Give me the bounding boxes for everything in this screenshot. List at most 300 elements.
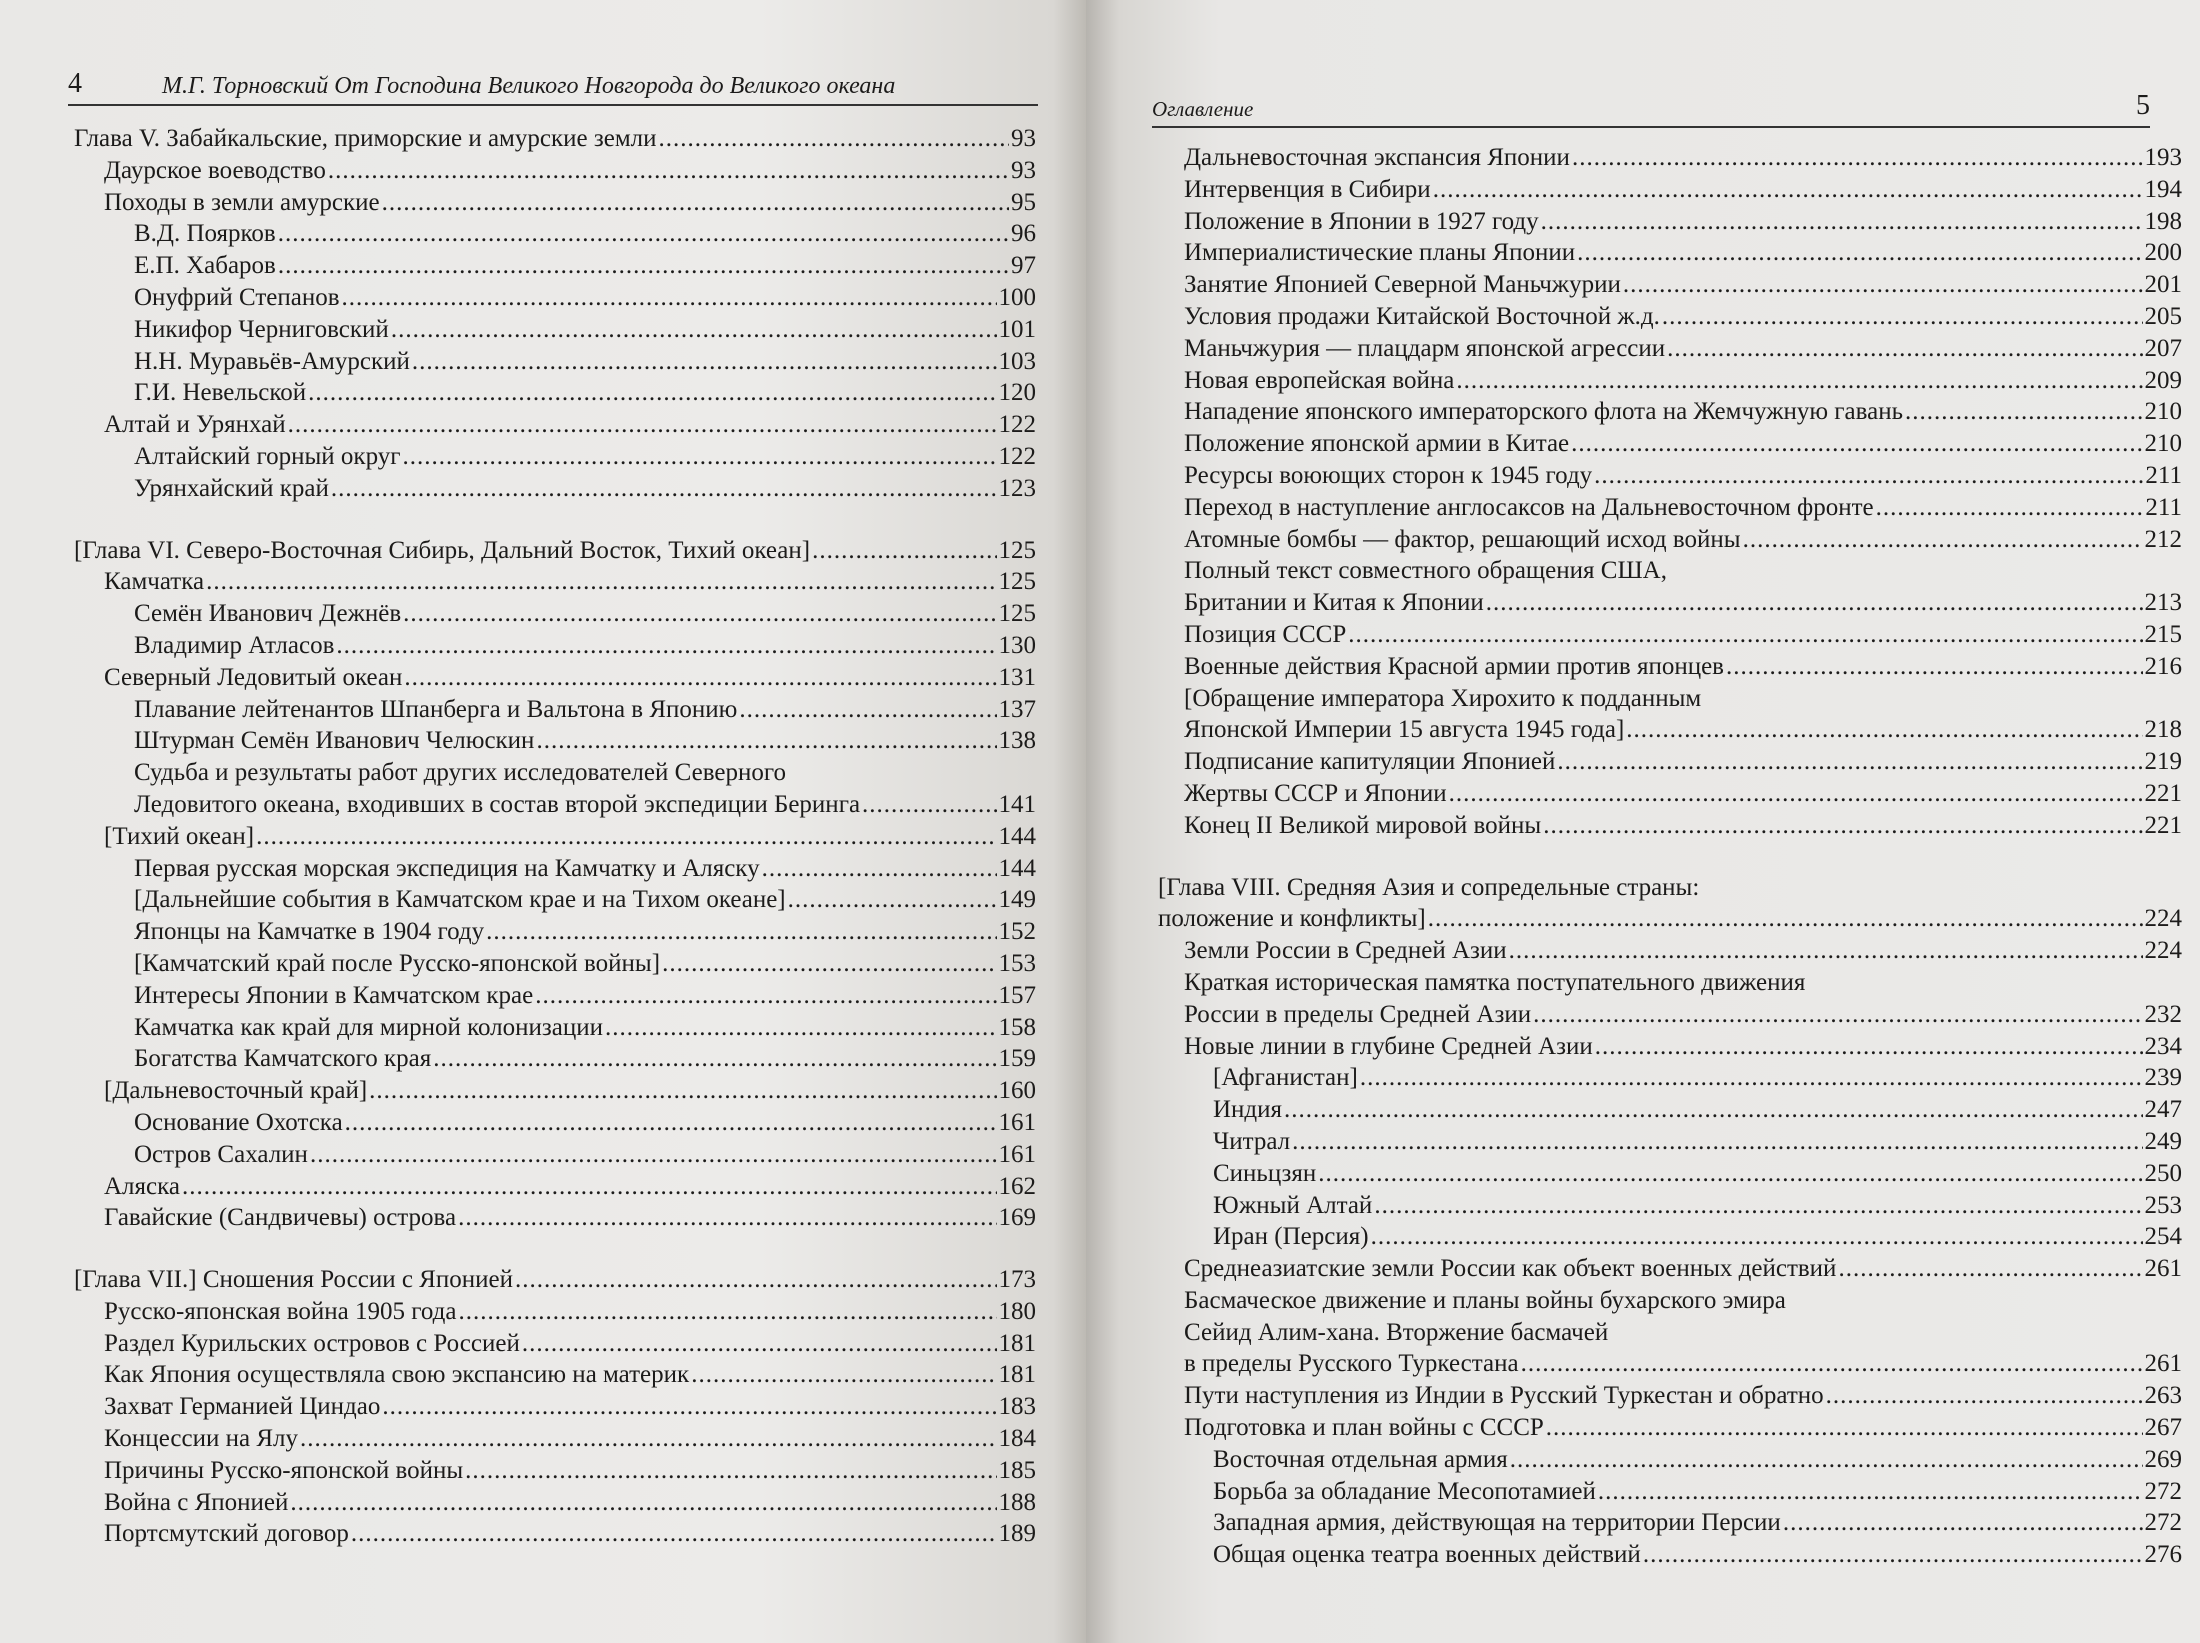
- page-number: 4: [68, 68, 82, 99]
- toc-entry-page: 100: [998, 283, 1036, 311]
- toc-entry-title: Алтайский горный округ: [134, 442, 401, 470]
- toc-entry-title: Основание Охотска: [134, 1108, 343, 1136]
- toc-entry-page: 210: [2144, 398, 2182, 426]
- section-gap: [74, 1234, 1036, 1264]
- toc-entry: [74, 694, 1036, 726]
- toc-entry-title: [Дальнейшие события в Камчатском крае и на Тихом океане]: [134, 886, 786, 914]
- dot-leader: [659, 123, 1010, 155]
- toc-entry-title-first-line: Полный текст совместного обращения США,: [1184, 557, 1667, 585]
- toc-entry-page: 205: [2144, 302, 2182, 330]
- dot-leader: [1667, 333, 2142, 365]
- dot-leader: [1521, 1348, 2143, 1380]
- toc-entry-page: 247: [2144, 1096, 2182, 1124]
- dot-leader: [1557, 746, 2142, 778]
- toc-entry-page: 149: [998, 886, 1036, 914]
- toc-entry-page: 141: [998, 790, 1036, 818]
- dot-leader: [1318, 1158, 2142, 1190]
- toc-entry-title: Интересы Японии в Камчатском крае: [134, 981, 534, 1009]
- dot-leader: [739, 694, 996, 726]
- toc-entry-page: 122: [998, 442, 1036, 470]
- dot-leader: [403, 598, 996, 630]
- toc-entry: [1158, 1221, 2182, 1253]
- toc-entry: [1158, 619, 2182, 651]
- dot-leader: [391, 314, 997, 346]
- toc-entry-page: 269: [2144, 1445, 2182, 1473]
- toc-entry: [74, 1359, 1036, 1391]
- toc-entry: [74, 1202, 1036, 1234]
- dot-leader: [1449, 778, 2143, 810]
- toc-entry-title: Военные действия Красной армии против японцев: [1184, 652, 1724, 680]
- toc-entry: [1158, 1539, 2182, 1571]
- toc-entry-title: Новая европейская война: [1184, 366, 1455, 394]
- toc-entry: [74, 282, 1036, 314]
- toc-entry: [74, 1328, 1036, 1360]
- toc-entry-title: Общая оценка театра военных действий: [1213, 1541, 1641, 1569]
- dot-leader: [1598, 1476, 2143, 1508]
- toc-entry-page: 216: [2144, 652, 2182, 680]
- toc-entry-page: 250: [2144, 1159, 2182, 1187]
- toc-entry-title: Жертвы СССР и Японии: [1184, 779, 1447, 807]
- toc-entry: [1158, 1412, 2182, 1444]
- dot-leader: [1486, 587, 2143, 619]
- dot-leader: [345, 1107, 997, 1139]
- toc-entry: [74, 980, 1036, 1012]
- dot-leader: [1726, 651, 2143, 683]
- toc-entry: [1158, 301, 2182, 333]
- toc-entry-page: 194: [2144, 175, 2182, 203]
- toc-entry-title: Как Япония осуществляла свою экспансию на материк: [104, 1361, 690, 1389]
- toc-entry-page: 253: [2144, 1191, 2182, 1219]
- dot-leader: [1509, 935, 2143, 967]
- toc-entry-title: Южный Алтай: [1213, 1191, 1373, 1219]
- toc-entry-page: 189: [998, 1520, 1036, 1548]
- toc-entry-page: 184: [998, 1425, 1036, 1453]
- toc-entry-title: Борьба за обладание Месопотамией: [1213, 1477, 1596, 1505]
- toc-entry-page: 181: [998, 1329, 1036, 1357]
- toc-entry-title: Богатства Камчатского края: [134, 1045, 432, 1073]
- dot-leader: [1577, 237, 2142, 269]
- toc-entry: [74, 409, 1036, 441]
- toc-entry-title: Онуфрий Степанов: [134, 283, 340, 311]
- toc-entry-page: 161: [998, 1140, 1036, 1168]
- left-page-header: [68, 60, 1038, 100]
- dot-leader: [1626, 714, 2142, 746]
- toc-entry: [74, 218, 1036, 250]
- toc-entry-title: Среднеазиатские земли России как объект военных действий: [1184, 1255, 1837, 1283]
- toc-entry-title: [Камчатский край после Русско-японской войны]: [134, 949, 661, 977]
- toc-entry-title-first-line: Сейид Алим-хана. Вторжение басмачей: [1184, 1318, 1609, 1346]
- toc-entry: [1158, 967, 2182, 1031]
- toc-entry-title: положение и конфликты]: [1158, 905, 1426, 933]
- toc-entry: [1158, 1031, 2182, 1063]
- toc-entry-title: Империалистические планы Японии: [1184, 239, 1576, 267]
- dot-leader: [290, 1487, 996, 1519]
- toc-entry-page: 234: [2144, 1032, 2182, 1060]
- toc-entry: [74, 1139, 1036, 1171]
- toc-entry-title: Пути наступления из Индии в Русский Туркестан и обратно: [1184, 1382, 1824, 1410]
- toc-entry-page: 224: [2144, 905, 2182, 933]
- toc-entry-title: Концессии на Ялу: [104, 1425, 298, 1453]
- toc-entry-page: 125: [998, 536, 1036, 564]
- dot-leader: [433, 1043, 996, 1075]
- dot-leader: [1360, 1062, 2143, 1094]
- toc-entry-title: Иран (Персия): [1213, 1223, 1369, 1251]
- toc-entry: [1158, 269, 2182, 301]
- toc-entry-page: 181: [998, 1361, 1036, 1389]
- toc-entry: [1158, 872, 2182, 936]
- toc-entry-title: Западная армия, действующая на территории Персии: [1213, 1509, 1781, 1537]
- toc-entry-page: 232: [2144, 1000, 2182, 1028]
- toc-entry-page: 173: [998, 1266, 1036, 1294]
- dot-leader: [328, 155, 1009, 187]
- toc-entry-title: Японской Империи 15 августа 1945 года]: [1184, 716, 1625, 744]
- toc-entry: [1158, 1507, 2182, 1539]
- dot-leader: [278, 250, 1009, 282]
- dot-leader: [1541, 206, 2143, 238]
- dot-leader: [1783, 1507, 2143, 1539]
- toc-entry-title: Переход в наступление англосаксов на Дальневосточном фронте: [1184, 493, 1874, 521]
- toc-entry-page: 144: [998, 854, 1036, 882]
- dot-leader: [458, 1296, 996, 1328]
- toc-entry-page: 261: [2144, 1350, 2182, 1378]
- toc-entry-page: 125: [998, 600, 1036, 628]
- toc-entry-title: Камчатка: [104, 568, 205, 596]
- dot-leader: [1571, 428, 2142, 460]
- toc-entry: [1158, 683, 2182, 747]
- toc-entry: [74, 1455, 1036, 1487]
- toc-entry-title: Камчатка как край для мирной колонизации: [134, 1013, 603, 1041]
- left-page: [0, 0, 1086, 1643]
- toc-entry-page: 263: [2144, 1382, 2182, 1410]
- toc-entry: [74, 1043, 1036, 1075]
- toc-entry-page: 201: [2144, 271, 2182, 299]
- toc-entry-page: 224: [2144, 937, 2182, 965]
- dot-leader: [206, 566, 996, 598]
- dot-leader: [762, 853, 997, 885]
- toc-entry-title: в пределы Русского Туркестана: [1184, 1350, 1519, 1378]
- section-gap: [1158, 842, 2182, 872]
- toc-entry-page: 211: [2145, 493, 2182, 521]
- toc-entry: [74, 1518, 1036, 1550]
- dot-leader: [1348, 619, 2142, 651]
- toc-entry: [1158, 1062, 2182, 1094]
- toc-entry-page: 120: [998, 379, 1036, 407]
- page-number: 5: [2136, 90, 2150, 121]
- toc-entry-page: 180: [998, 1297, 1036, 1325]
- toc-entry-title: Положение японской армии в Китае: [1184, 430, 1570, 458]
- toc-entry: [74, 346, 1036, 378]
- toc-entry-title: Алтай и Урянхай: [104, 411, 286, 439]
- toc-entry: [74, 853, 1036, 885]
- toc-entry-title: Раздел Курильских островов с Россией: [104, 1329, 520, 1357]
- toc-entry-page: 125: [998, 568, 1036, 596]
- toc-entry: [74, 1423, 1036, 1455]
- toc-entry: [1158, 1253, 2182, 1285]
- toc-entry: [1158, 524, 2182, 556]
- toc-entry-title: Северный Ледовитый океан: [104, 663, 403, 691]
- toc-entry: [74, 1171, 1036, 1203]
- dot-leader: [1371, 1221, 2143, 1253]
- toc-entry-title: Маньчжурия — плацдарм японской агрессии: [1184, 334, 1666, 362]
- toc-entry-title: Походы в земли амурские: [104, 188, 380, 216]
- toc-entry: [74, 662, 1036, 694]
- toc-entry: [74, 884, 1036, 916]
- toc-entry-page: 183: [998, 1393, 1036, 1421]
- dot-leader: [1546, 1412, 2143, 1444]
- dot-leader: [1623, 269, 2143, 301]
- toc-entry-title: Британии и Китая к Японии: [1184, 589, 1484, 617]
- toc-entry-title-first-line: Краткая историческая памятка поступательного движения: [1184, 968, 1806, 996]
- dot-leader: [1433, 174, 2143, 206]
- toc-entry-page: 93: [1011, 156, 1036, 184]
- dot-leader: [342, 282, 997, 314]
- header-rule: [1152, 126, 2150, 128]
- toc-entry-page: 161: [998, 1108, 1036, 1136]
- right-page: [1086, 0, 2200, 1643]
- toc-entry-title: Е.П. Хабаров: [134, 252, 276, 280]
- toc-entry: [74, 187, 1036, 219]
- dot-leader: [1428, 903, 2143, 935]
- toc-entry-page: 239: [2144, 1064, 2182, 1092]
- toc-entry-page: 158: [998, 1013, 1036, 1041]
- toc-entry-page: 212: [2144, 525, 2182, 553]
- toc-entry-page: 276: [2144, 1541, 2182, 1569]
- toc-entry-title: Земли России в Средней Азии: [1184, 937, 1507, 965]
- toc-entry-title: Дальневосточная экспансия Японии: [1184, 144, 1570, 171]
- dot-leader: [308, 377, 996, 409]
- dot-leader: [515, 1264, 997, 1296]
- toc-entry-page: 213: [2144, 589, 2182, 617]
- toc-entry-title: [Глава VI. Северо-Восточная Сибирь, Дальний Восток, Тихий океан]: [74, 536, 811, 564]
- toc-entry-title: В.Д. Поярков: [134, 220, 276, 248]
- dot-leader: [256, 821, 996, 853]
- toc-entry-title: Гавайские (Сандвичевы) острова: [104, 1204, 457, 1232]
- dot-leader: [1543, 810, 2142, 842]
- toc-entry-page: 153: [998, 949, 1036, 977]
- toc-entry: [1158, 935, 2182, 967]
- toc-entry-title: Урянхайский край: [134, 474, 329, 502]
- table-of-contents-left: [74, 123, 1036, 1550]
- toc-entry-title: Позиция СССР: [1184, 620, 1347, 648]
- toc-entry-page: 272: [2144, 1509, 2182, 1537]
- dot-leader: [382, 187, 1009, 219]
- toc-entry-page: 200: [2144, 239, 2182, 267]
- toc-entry-page: 210: [2144, 430, 2182, 458]
- dot-leader: [182, 1171, 997, 1203]
- toc-entry-title: Новые линии в глубине Средней Азии: [1184, 1032, 1593, 1060]
- toc-entry-title: Никифор Черниговский: [134, 315, 389, 343]
- toc-entry-page: 95: [1011, 188, 1036, 216]
- toc-entry: [74, 1487, 1036, 1519]
- toc-entry-title: Аляска: [104, 1172, 180, 1200]
- toc-entry-title: Портсмутский договор: [104, 1520, 349, 1548]
- toc-entry-title: Читрал: [1213, 1127, 1291, 1155]
- toc-entry-title: Даурское воеводство: [104, 156, 326, 184]
- dot-leader: [1594, 460, 2143, 492]
- dot-leader: [1743, 524, 2143, 556]
- toc-entry: [74, 566, 1036, 598]
- toc-entry-title: [Дальневосточный край]: [104, 1077, 368, 1105]
- dot-leader: [1572, 142, 2143, 174]
- dot-leader: [1643, 1539, 2143, 1571]
- dot-leader: [862, 789, 996, 821]
- toc-entry-page: 93: [1011, 125, 1036, 152]
- toc-entry-page: 97: [1011, 252, 1036, 280]
- toc-entry: [1158, 1190, 2182, 1222]
- toc-entry: [1158, 1444, 2182, 1476]
- toc-entry-title: Захват Германией Циндао: [104, 1393, 381, 1421]
- header-rule: [68, 104, 1038, 106]
- toc-entry: [1158, 1158, 2182, 1190]
- toc-entry-page: 219: [2144, 748, 2182, 776]
- toc-entry-page: 101: [998, 315, 1036, 343]
- toc-entry-page: 254: [2144, 1223, 2182, 1251]
- toc-entry-title: Ресурсы воюющих сторон к 1945 году: [1184, 461, 1593, 489]
- toc-entry: [74, 123, 1036, 155]
- dot-leader: [404, 662, 996, 694]
- toc-entry: [1158, 174, 2182, 206]
- toc-entry: [1158, 1126, 2182, 1158]
- toc-entry-page: 261: [2144, 1255, 2182, 1283]
- toc-entry: [74, 1107, 1036, 1139]
- dot-leader: [351, 1518, 997, 1550]
- toc-entry-page: 221: [2144, 779, 2182, 807]
- toc-entry-title: Причины Русско-японской войны: [104, 1456, 464, 1484]
- toc-entry-title: Атомные бомбы — фактор, решающий исход войны: [1184, 525, 1741, 553]
- toc-entry-title: Штурман Семён Иванович Челюскин: [134, 727, 535, 755]
- toc-entry-title: Глава V. Забайкальские, приморские и амурские земли: [74, 125, 657, 152]
- toc-entry: [74, 821, 1036, 853]
- toc-entry-page: 272: [2144, 1477, 2182, 1505]
- toc-entry: [1158, 778, 2182, 810]
- toc-entry-title: Положение в Японии в 1927 году: [1184, 207, 1539, 235]
- toc-entry: [74, 155, 1036, 187]
- toc-entry-title: Интервенция в Сибири: [1184, 175, 1431, 203]
- toc-entry-title: Подготовка и план войны с СССР: [1184, 1414, 1544, 1442]
- toc-entry-title-first-line: Судьба и результаты работ других исследователей Северного: [134, 759, 786, 787]
- toc-entry-page: 159: [998, 1045, 1036, 1073]
- toc-entry: [1158, 1476, 2182, 1508]
- toc-entry-page: 131: [998, 663, 1036, 691]
- dot-leader: [1533, 999, 2142, 1031]
- toc-entry-page: 193: [2144, 144, 2182, 171]
- dot-leader: [662, 948, 996, 980]
- dot-leader: [382, 1391, 996, 1423]
- toc-entry-title: Остров Сахалин: [134, 1140, 308, 1168]
- toc-entry: [74, 314, 1036, 346]
- toc-entry-title: Условия продажи Китайской Восточной ж.д.: [1184, 302, 1660, 330]
- toc-entry: [1158, 1380, 2182, 1412]
- toc-entry: [74, 441, 1036, 473]
- dot-leader: [1456, 365, 2142, 397]
- toc-entry-title: Владимир Атласов: [134, 631, 335, 659]
- toc-entry-title: России в пределы Средней Азии: [1184, 1000, 1532, 1028]
- toc-entry-page: 207: [2144, 334, 2182, 362]
- toc-entry-page: 267: [2144, 1414, 2182, 1442]
- toc-entry-title: Война с Японией: [104, 1488, 289, 1516]
- toc-entry: [74, 250, 1036, 282]
- dot-leader: [369, 1075, 996, 1107]
- toc-entry-page: 123: [998, 474, 1036, 502]
- toc-entry-title: Г.И. Невельской: [134, 379, 307, 407]
- toc-entry-title: Подписание капитуляции Японией: [1184, 748, 1556, 776]
- toc-entry: [74, 725, 1036, 757]
- toc-entry: [1158, 142, 2182, 174]
- toc-entry-title-first-line: [Обращение императора Хирохито к подданным: [1184, 684, 1702, 712]
- toc-entry-title: Плавание лейтенантов Шпанберга и Вальтона в Японию: [134, 695, 738, 723]
- toc-entry-page: 215: [2144, 620, 2182, 648]
- dot-leader: [1595, 1031, 2143, 1063]
- toc-entry-page: 157: [998, 981, 1036, 1009]
- toc-entry: [1158, 460, 2182, 492]
- toc-entry: [1158, 333, 2182, 365]
- toc-entry-page: 103: [998, 347, 1036, 375]
- toc-entry-page: 96: [1011, 220, 1036, 248]
- toc-entry: [1158, 396, 2182, 428]
- toc-entry-page: 152: [998, 918, 1036, 946]
- toc-entry: [74, 377, 1036, 409]
- toc-entry: [74, 757, 1036, 821]
- toc-entry-title: [Тихий океан]: [104, 822, 255, 850]
- dot-leader: [331, 473, 997, 505]
- toc-entry-title: [Афганистан]: [1213, 1064, 1358, 1092]
- toc-entry: [74, 948, 1036, 980]
- toc-entry-page: 130: [998, 631, 1036, 659]
- dot-leader: [1374, 1190, 2142, 1222]
- toc-entry: [1158, 810, 2182, 842]
- dot-leader: [1292, 1126, 2142, 1158]
- toc-entry-page: 160: [998, 1077, 1036, 1105]
- toc-entry: [1158, 492, 2182, 524]
- toc-entry: [74, 1012, 1036, 1044]
- toc-entry-title: Ледовитого океана, входивших в состав второй экспедиции Беринга: [134, 790, 861, 818]
- toc-entry-title: Первая русская морская экспедиция на Камчатку и Аляску: [134, 854, 760, 882]
- toc-entry: [1158, 428, 2182, 460]
- dot-leader: [288, 409, 997, 441]
- toc-entry: [1158, 746, 2182, 778]
- dot-leader: [1510, 1444, 2143, 1476]
- toc-entry-page: 144: [998, 822, 1036, 850]
- toc-entry: [1158, 1285, 2182, 1380]
- toc-entry-page: 211: [2145, 461, 2182, 489]
- toc-entry: [74, 1391, 1036, 1423]
- toc-entry-title: Восточная отдельная армия: [1213, 1445, 1508, 1473]
- dot-leader: [605, 1012, 997, 1044]
- section-gap: [74, 505, 1036, 535]
- toc-entry: [74, 1296, 1036, 1328]
- toc-entry-page: 137: [998, 695, 1036, 723]
- toc-entry-title: Семён Иванович Дежнёв: [134, 600, 402, 628]
- toc-entry-page: 169: [998, 1204, 1036, 1232]
- toc-entry: [74, 1264, 1036, 1296]
- toc-entry-page: 185: [998, 1456, 1036, 1484]
- toc-entry: [74, 630, 1036, 662]
- toc-entry-page: 221: [2144, 811, 2182, 839]
- toc-entry-title: Конец II Великой мировой войны: [1184, 811, 1542, 839]
- dot-leader: [1826, 1380, 2143, 1412]
- toc-entry-page: 209: [2144, 366, 2182, 394]
- dot-leader: [1662, 301, 2143, 333]
- toc-entry-page: 162: [998, 1172, 1036, 1200]
- toc-entry-title: Нападение японского императорского флота на Жемчужную гавань: [1184, 398, 1903, 426]
- toc-entry-page: 198: [2144, 207, 2182, 235]
- toc-entry: [1158, 555, 2182, 619]
- toc-entry-title-first-line: [Глава VIII. Средняя Азия и сопредельные страны:: [1158, 873, 1700, 901]
- dot-leader: [412, 346, 997, 378]
- dot-leader: [403, 441, 997, 473]
- dot-leader: [310, 1139, 997, 1171]
- toc-entry-title: Занятие Японией Северной Маньчжурии: [1184, 271, 1621, 299]
